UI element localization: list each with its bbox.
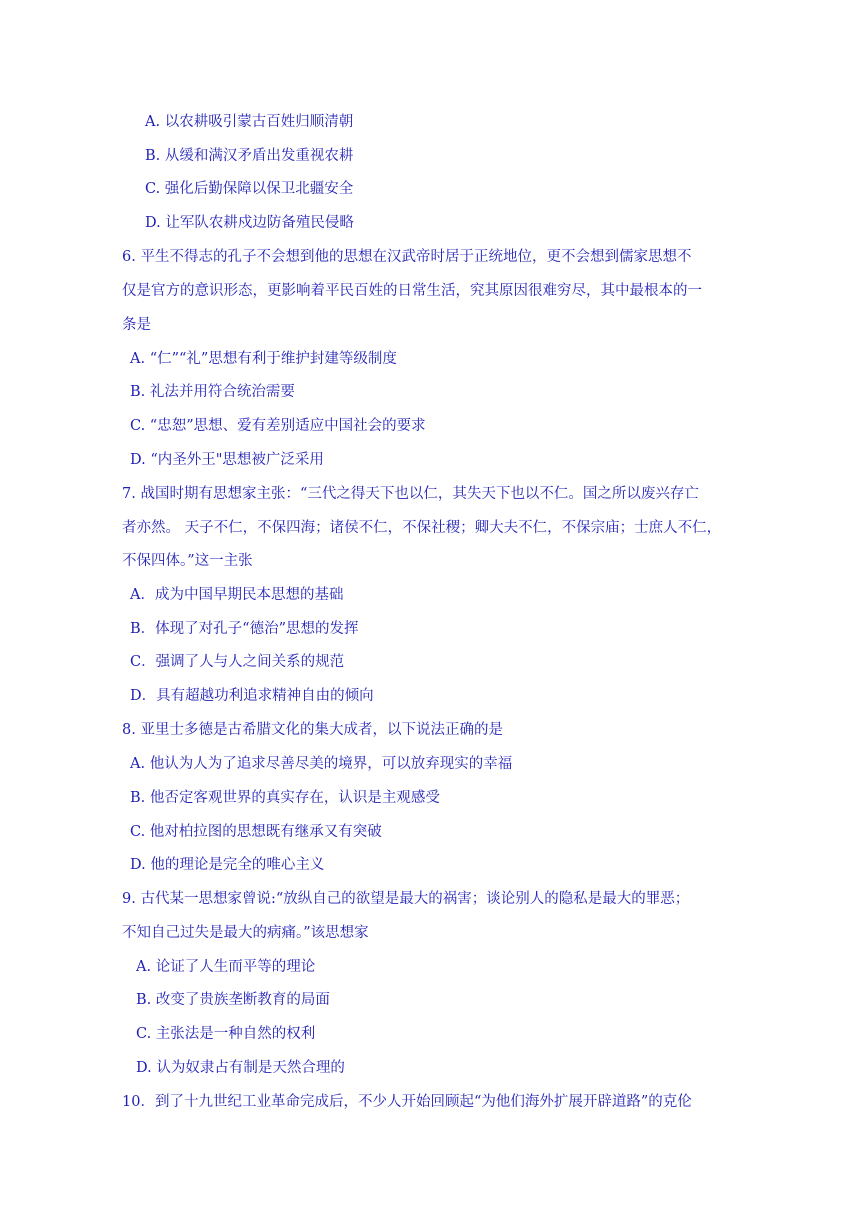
q6-stem-line-2: 仅是官方的意识形态，更影响着平民百姓的日常生活，究其原因很难穷尽，其中最根本的一	[122, 283, 702, 299]
q8-option-c: C. 他对柏拉图的思想既有继承又有突破	[130, 824, 382, 840]
q9-stem-line-1: 9. 古代某一思想家曾说:“放纵自己的欲望是最大的祸害；谈论别人的隐私是最大的罪恶；	[122, 891, 690, 907]
q9-option-c: C. 主张法是一种自然的权利	[136, 1026, 316, 1042]
q8-option-b: B. 他否定客观世界的真实存在，认识是主观感受	[130, 790, 440, 806]
q9-option-b: B. 改变了贵族垄断教育的局面	[136, 992, 330, 1008]
q9-option-d: D. 认为奴隶占有制是天然合理的	[136, 1060, 345, 1076]
q8-option-d: D. 他的理论是完全的唯心主义	[130, 857, 325, 873]
q7-option-c: C．强调了人与人之间关系的规范	[130, 654, 345, 670]
q5-option-d: D. 让军队农耕戍边防备殖民侵略	[145, 215, 354, 231]
q7-option-d: D．具有超越功利追求精神自由的倾向	[130, 688, 374, 704]
q7-option-b: B．体现了对孔子“德治”思想的发挥	[130, 621, 359, 637]
q6-option-a: A. “仁”“礼”思想有利于维护封建等级制度	[130, 351, 397, 367]
q5-option-a: A. 以农耕吸引蒙古百姓归顺清朝	[145, 114, 354, 130]
q7-stem-line-1: 7. 战国时期有思想家主张：“三代之得天下也以仁，其失天下也以不仁。国之所以废兴存亡	[122, 486, 699, 502]
q7-option-a: A．成为中国早期民本思想的基础	[130, 587, 344, 603]
q7-stem-line-2: 者亦然。 天子不仁，不保四海；诸侯不仁，不保社稷；卿大夫不仁，不保宗庙；士庶人不仁，	[122, 520, 722, 536]
q6-stem-line-3: 条是	[122, 317, 151, 333]
q6-option-b: B. 礼法并用符合统治需要	[130, 384, 295, 400]
q7-stem-line-3: 不保四体。”这一主张	[122, 553, 253, 569]
q10-stem-line-1: 10．到了十九世纪工业革命完成后，不少人开始回顾起“为他们海外扩展开辟道路”的克伦	[122, 1094, 692, 1110]
q5-option-c: C. 强化后勤保障以保卫北疆安全	[145, 181, 354, 197]
q6-stem-line-1: 6. 平生不得志的孔子不会想到他的思想在汉武帝时居于正统地位，更不会想到儒家思想不	[122, 249, 692, 265]
q8-stem-line-1: 8. 亚里士多德是古希腊文化的集大成者，以下说法正确的是	[122, 722, 503, 738]
q6-option-d: D. “内圣外王"思想被广泛采用	[130, 452, 324, 468]
q5-option-b: B. 从缓和满汉矛盾出发重视农耕	[145, 148, 354, 164]
q9-stem-line-2: 不知自己过失是最大的病痛。”该思想家	[122, 925, 369, 941]
q8-option-a: A. 他认为人为了追求尽善尽美的境界，可以放弃现实的幸福	[130, 756, 513, 772]
q6-option-c: C. “忠恕”思想、爱有差别适应中国社会的要求	[130, 418, 426, 434]
q9-option-a: A. 论证了人生而平等的理论	[136, 959, 316, 975]
